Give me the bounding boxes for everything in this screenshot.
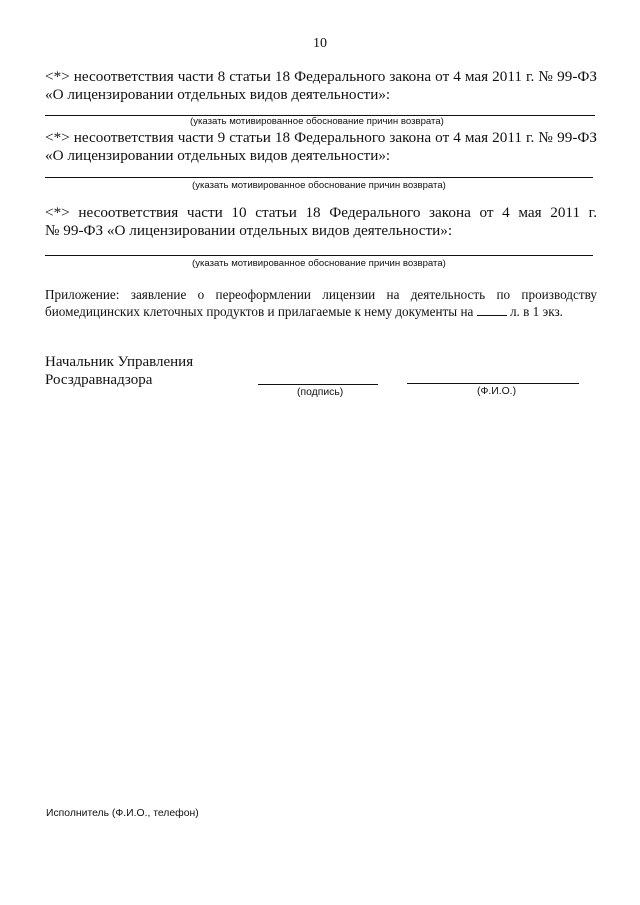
reason-3-line-2: № 99-ФЗ «О лицензировании отдельных видов деятельности»: — [45, 222, 453, 239]
appendix-line-1: Приложение: заявление о переоформлении лицензии на деятельность по производству — [45, 287, 597, 302]
reason-3-fill-line — [45, 255, 593, 256]
name-caption: (Ф.И.О.) — [477, 386, 517, 397]
reason-1-caption: (указать мотивированное обоснование причин возврата) — [190, 116, 444, 127]
reason-1-line-1: <*> несоответствия части 8 статьи 18 Федерального закона от 4 мая 2011 г. № 99-ФЗ — [45, 68, 597, 85]
signature-caption: (подпись) — [297, 387, 344, 398]
appendix-copies: л. в 1 экз. — [509, 304, 563, 319]
reason-3-caption: (указать мотивированное обоснование причин возврата) — [192, 258, 446, 269]
executor-note: Исполнитель (Ф.И.О., телефон) — [46, 808, 199, 819]
signer-position-line-2: Росздравнадзора — [45, 372, 153, 388]
appendix-text: биомедицинских клеточных продуктов и прилагаемые к нему документы на — [45, 304, 474, 319]
name-line — [407, 383, 579, 384]
reason-2-line-1: <*> несоответствия части 9 статьи 18 Федерального закона от 4 мая 2011 г. № 99-ФЗ — [45, 129, 597, 146]
signature-line — [258, 384, 378, 385]
reason-2-line-2: «О лицензировании отдельных видов деятельности»: — [45, 147, 391, 164]
reason-2-fill-line — [45, 177, 593, 178]
sheet-count-blank — [477, 303, 507, 316]
signer-position-line-1: Начальник Управления — [45, 354, 194, 370]
page-number: 10 — [313, 36, 327, 51]
reason-3-line-1: <*> несоответствия части 10 статьи 18 Федерального закона от 4 мая 2011 г. — [45, 204, 597, 221]
appendix-line-2 — [45, 303, 597, 320]
reason-2-caption: (указать мотивированное обоснование причин возврата) — [192, 180, 446, 191]
reason-1-line-2: «О лицензировании отдельных видов деятельности»: — [45, 86, 391, 103]
